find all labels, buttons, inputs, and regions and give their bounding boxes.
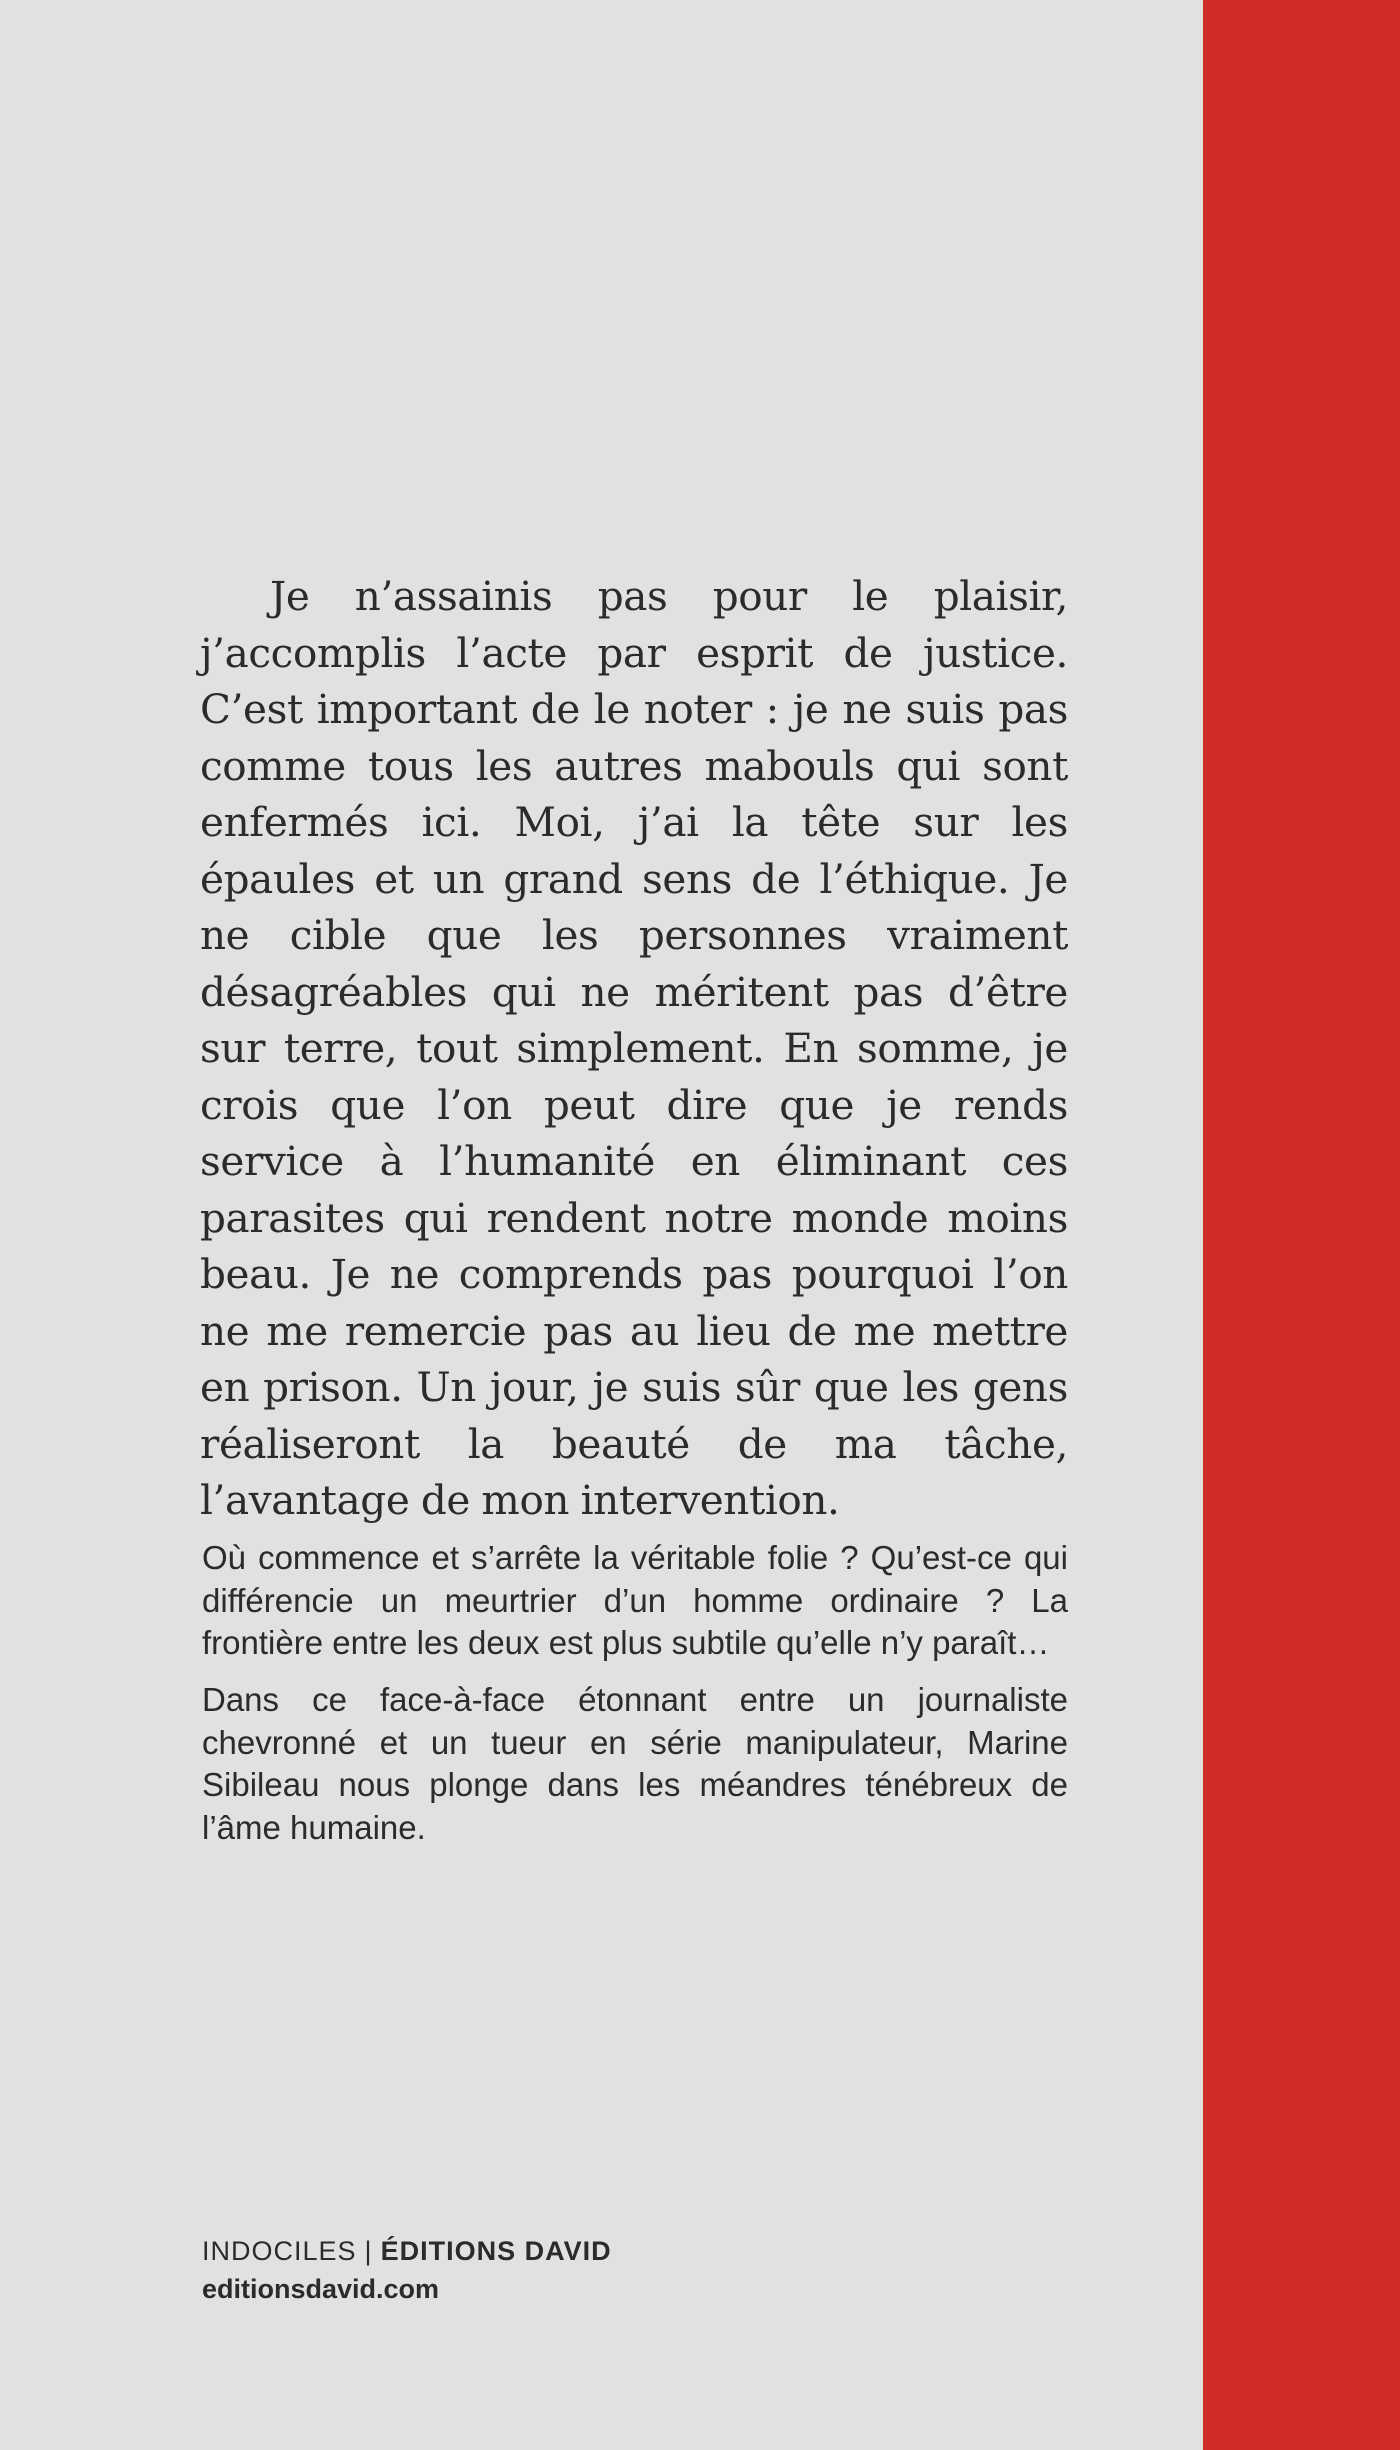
blurb-paragraph-2: Dans ce face-à-face étonnant entre un journaliste chevronné et un tueur en série manipulateur, Marine Sibileau nous plonge dans les méandres ténébreux de l’âme humaine. <box>202 1681 1068 1846</box>
red-spine-band <box>1203 0 1400 2450</box>
publisher-line <box>202 2234 612 2268</box>
blurb-paragraph-1: Où commence et s’arrête la véritable folie ? Qu’est-ce qui différencie un meurtrier d’un homme ordinaire ? La frontière entre les deux est plus subtile qu’elle n’y paraît… <box>202 1539 1068 1661</box>
excerpt-quote: Je n’assainis pas pour le plaisir, j’accomplis l’acte par esprit de justice. C’est important de le noter : je ne suis pas comme tous les autres mabouls qui sont enfermés ici. Moi, j’ai la tête sur les épaules et un grand sens de l’éthique. Je ne cible que les personnes vraiment désagréables qui ne méritent pas d’être sur terre, tout simplement. En somme, je crois que l’on peut dire que je rends service à l’humanité en éliminant ces parasites qui rendent notre monde moins beau. Je ne comprends pas pourquoi l’on ne me remercie pas au lieu de me mettre en prison. Un jour, je suis sûr que les gens réaliseront la beauté de ma tâche, l’avantage de mon intervention. <box>200 572 1068 1524</box>
publisher-separator: | <box>364 2236 373 2266</box>
publisher-website: editionsdavid.com <box>202 2274 440 2304</box>
collection-name: INDOCILES <box>202 2236 357 2266</box>
publisher-name: ÉDITIONS DAVID <box>380 2236 612 2266</box>
